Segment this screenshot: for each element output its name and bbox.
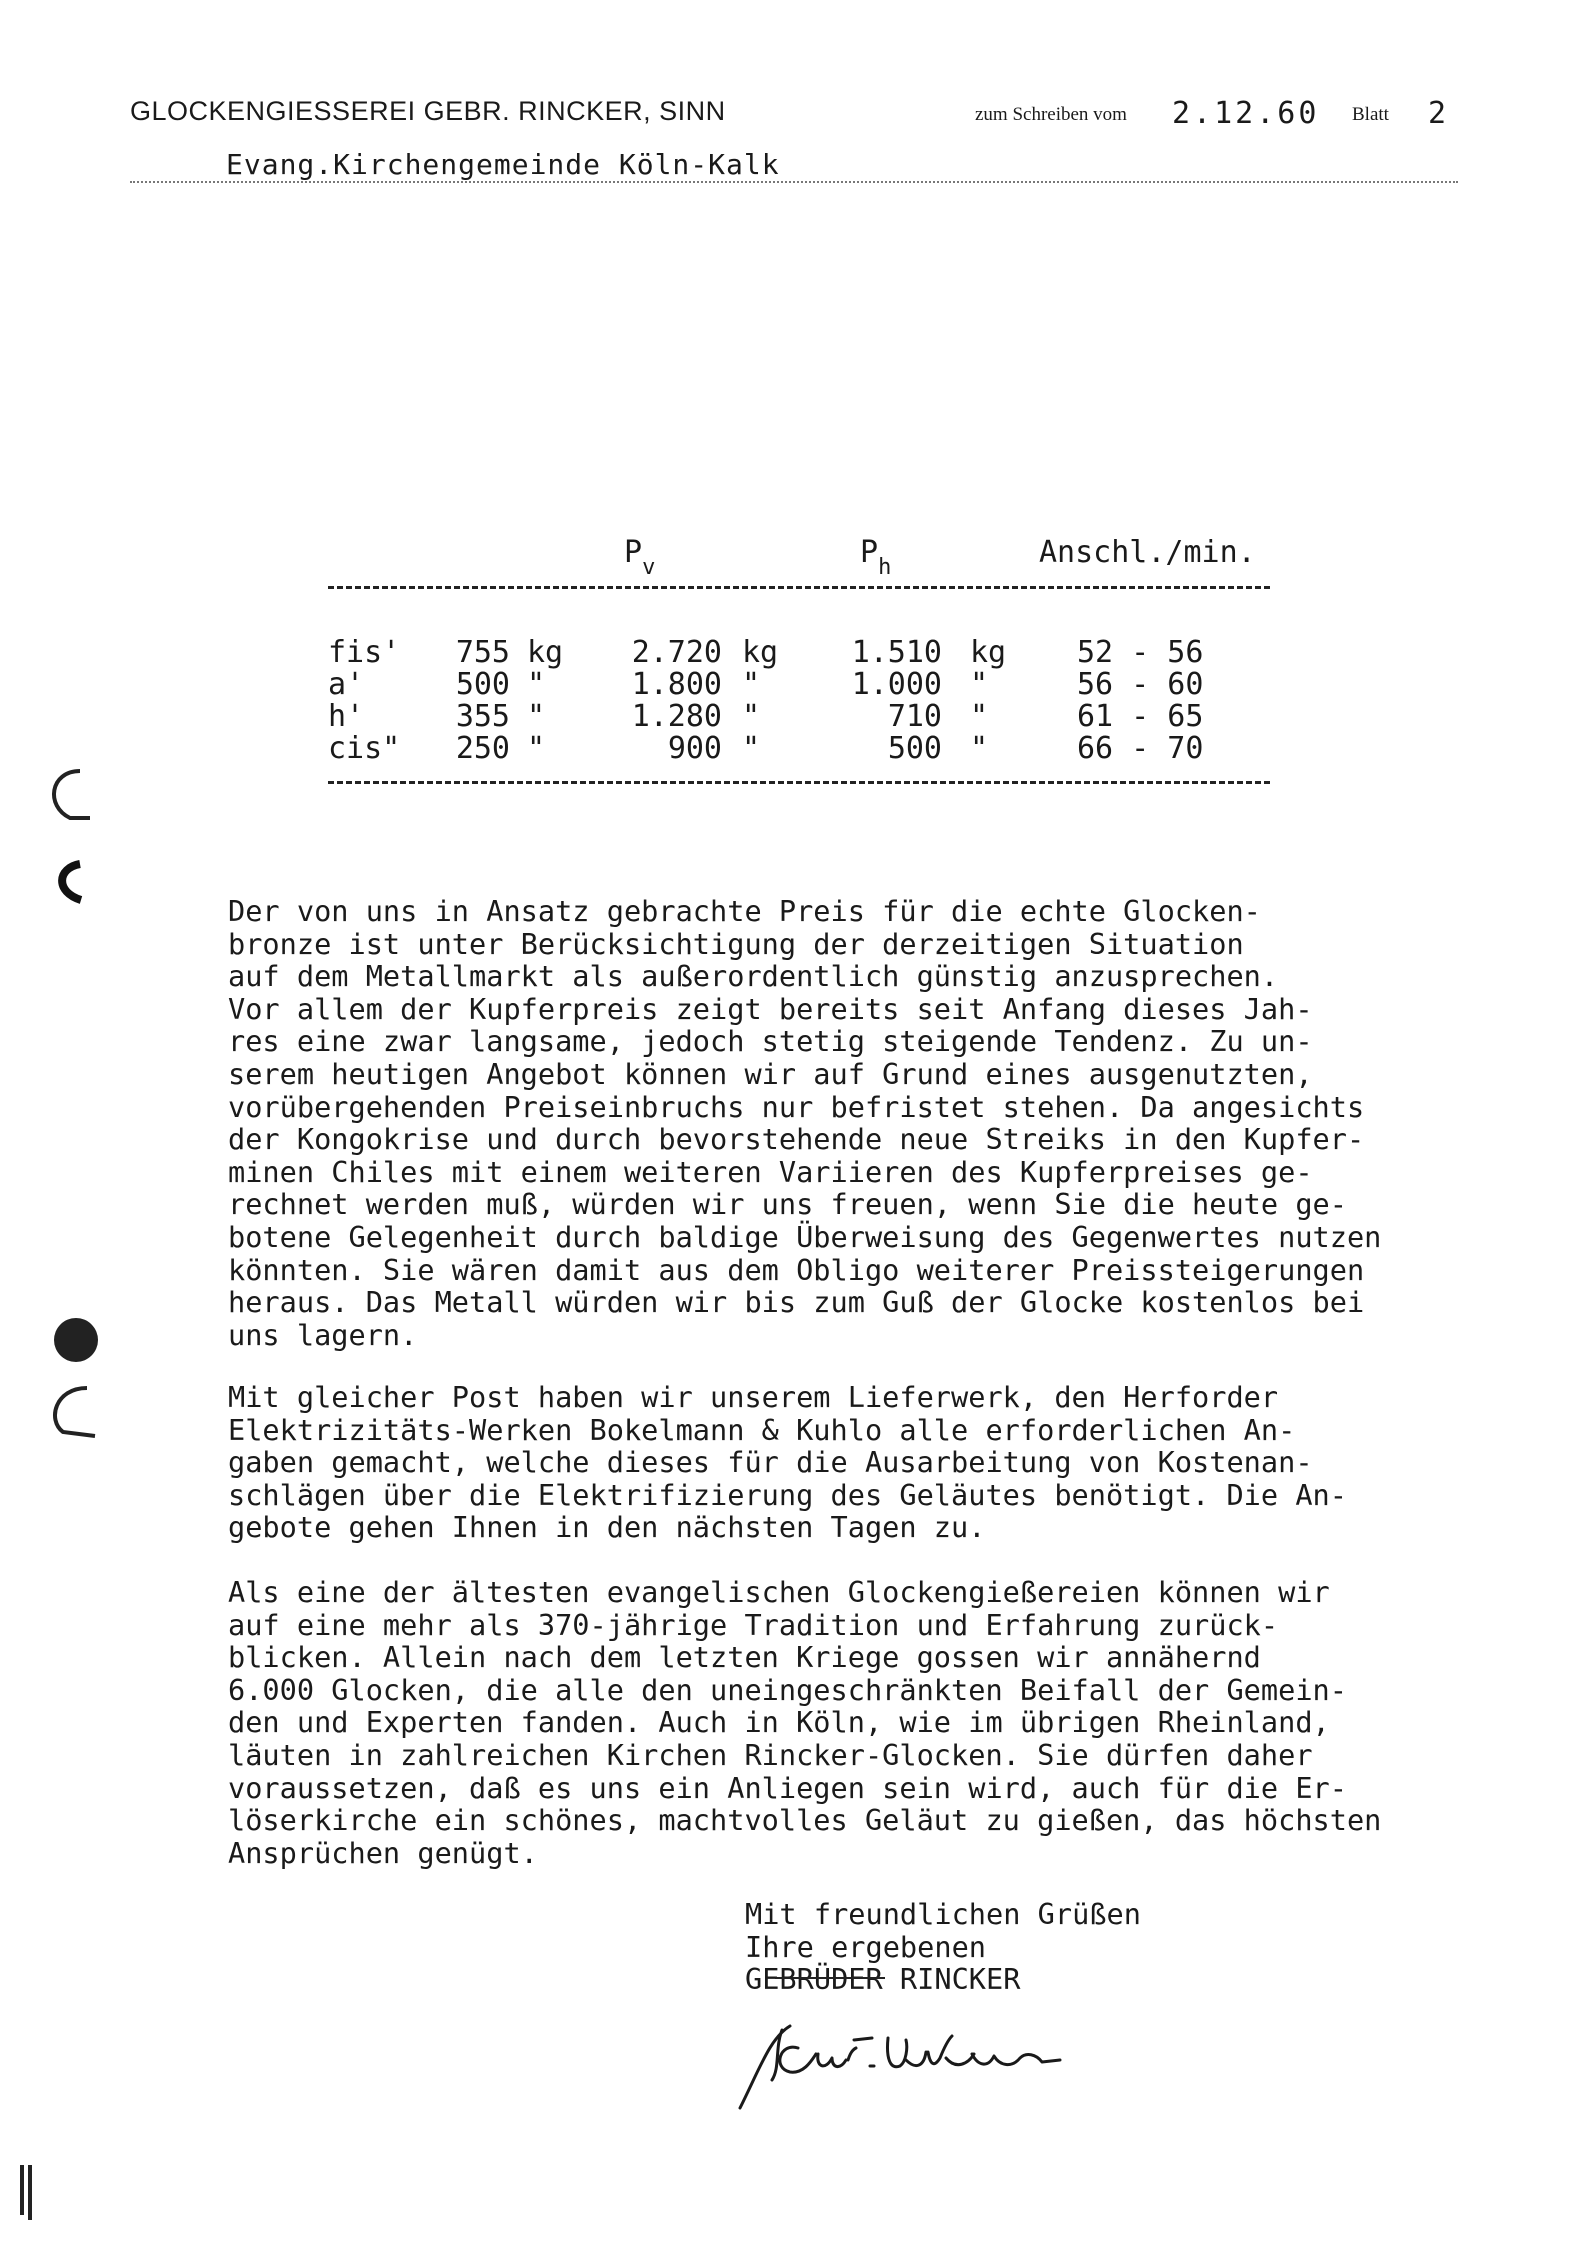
table-cell-ph: 500 (887, 731, 942, 766)
table-cell-pv: 900 (667, 731, 722, 766)
table-cell-ph-unit: " (970, 731, 989, 766)
text-line: Mit gleicher Post haben wir unserem Lieferwerk, den Herforder (228, 1380, 1279, 1414)
table-cell-pv-unit: " (742, 731, 761, 766)
text-line: Vor allem der Kupferpreis zeigt bereits seit Anfang dieses Jah- (228, 991, 1313, 1026)
letterhead-company: GLOCKENGIESSEREI GEBR. RINCKER, SINN (130, 96, 726, 126)
table-cell-ph-unit: " (970, 667, 989, 702)
text-line: minen Chiles mit einem weiteren Variieren des Kupferpreises ge- (228, 1154, 1313, 1189)
handwritten-signature (720, 2008, 1140, 2118)
table-cell-rate: 61 - 65 (1077, 699, 1204, 734)
table-cell-tone: h' (328, 699, 365, 734)
table-cell-tone: fis' (328, 635, 401, 670)
closing-block (745, 1898, 1141, 1996)
table-cell-ph: 710 (887, 699, 942, 734)
text-line: Als eine der ältesten evangelischen Glockengießereien können wir (228, 1575, 1330, 1609)
closing-greeting: Mit freundlichen Grüßen (745, 1897, 1141, 1931)
text-line: auf eine mehr als 370-jährige Tradition und Erfahrung zurück- (228, 1607, 1279, 1642)
table-cell-tone: a' (328, 667, 365, 702)
sheet-label: Blatt (1352, 104, 1389, 125)
paragraph-tradition (228, 1576, 1548, 1869)
text-line: auf dem Metallmarkt als außerordentlich günstig anzusprechen. (228, 959, 1279, 994)
table-cell-pv-unit: kg (742, 635, 779, 670)
table-bottom-divider (328, 781, 1270, 784)
table-cell-weight: 755 (455, 635, 510, 670)
table-cell-ph: 1.000 (851, 667, 942, 702)
text-line: botene Gelegenheit durch baldige Überweisung des Gegenwertes nutzen (228, 1219, 1382, 1254)
text-line: res eine zwar langsame, jedoch stetig steigende Tendenz. Zu un- (228, 1024, 1313, 1059)
table-cell-ph-unit: " (970, 699, 989, 734)
header-rate: Anschl./min. (1039, 535, 1256, 570)
text-line: serem heutigen Angebot können wir auf Grund eines ausgenutzten, (228, 1056, 1313, 1091)
text-line: rechnet werden muß, würden wir uns freuen, wenn Sie die heute ge- (228, 1187, 1347, 1222)
table-cell-rate: 66 - 70 (1077, 731, 1204, 766)
text-line: schlägen über die Elektrifizierung des Geläutes benötigt. Die An- (228, 1477, 1347, 1512)
text-line: läuten in zahlreichen Kirchen Rincker-Glocken. Sie dürfen daher (228, 1737, 1313, 1772)
text-line: Der von uns in Ansatz gebrachte Preis für die echte Glocken- (228, 894, 1261, 928)
table-cell-ph-unit: kg (970, 635, 1007, 670)
text-line: den und Experten fanden. Auch in Köln, wie im übrigen Rheinland, (228, 1705, 1330, 1740)
table-cell-weight-unit: kg (527, 635, 564, 670)
reference-label: zum Schreiben vom (975, 104, 1127, 125)
closing-regards: Ihre ergebenen (745, 1929, 987, 1964)
text-line: blicken. Allein nach dem letzten Kriege gossen wir annähernd (228, 1640, 1261, 1675)
text-line: heraus. Das Metall würden wir bis zum Guß der Glocke kostenlos bei (228, 1285, 1365, 1320)
text-line: löserkirche ein schönes, machtvolles Geläut zu gießen, das höchsten (228, 1803, 1382, 1838)
table-cell-weight: 500 (455, 667, 510, 702)
table-cell-weight-unit: " (527, 699, 546, 734)
text-line: gaben gemacht, welche dieses für die Ausarbeitung von Kostenan- (228, 1445, 1313, 1480)
text-line: der Kongokrise und durch bevorstehende neue Streiks in den Kupfer- (228, 1122, 1365, 1157)
table-cell-tone: cis" (328, 731, 401, 766)
table-cell-pv-unit: " (742, 667, 761, 702)
table-cell-rate: 56 - 60 (1077, 667, 1204, 702)
table-cell-pv: 2.720 (631, 635, 722, 670)
recipient: Evang.Kirchengemeinde Köln-Kalk (226, 148, 780, 181)
table-cell-weight: 355 (455, 699, 510, 734)
bell-table (0, 0, 1587, 800)
text-line: könnten. Sie wären damit aus dem Obligo weiterer Preissteigerungen (228, 1252, 1365, 1287)
text-line: Ansprüchen genügt. (228, 1835, 538, 1870)
punch-hole-mark (35, 1380, 105, 1450)
paragraph-electrification (228, 1381, 1548, 1544)
closing-firm: GEBRÜDER RINCKER (745, 1962, 1021, 1997)
reference-date: 2.12.60 (1172, 96, 1320, 131)
edge-mark (12, 2160, 42, 2230)
table-cell-pv-unit: " (742, 699, 761, 734)
text-line: bronze ist unter Berücksichtigung der derzeitigen Situation (228, 926, 1244, 961)
text-line: vorübergehenden Preiseinbruchs nur befristet stehen. Da angesichts (228, 1089, 1365, 1124)
header-ph: $P_h$ (860, 535, 892, 580)
table-cell-weight: 250 (455, 731, 510, 766)
table-cell-weight-unit: " (527, 731, 546, 766)
table-cell-pv: 1.800 (631, 667, 722, 702)
text-line: voraussetzen, daß es uns ein Anliegen sein wird, auch für die Er- (228, 1770, 1347, 1805)
table-cell-ph: 1.510 (851, 635, 942, 670)
punch-hole-mark (45, 858, 95, 908)
text-line: 6.000 Glocken, die alle den uneingeschränkten Beifall der Gemein- (228, 1672, 1347, 1707)
punch-hole-mark (42, 1310, 102, 1370)
paragraph-metal-price (228, 895, 1548, 1351)
table-cell-weight-unit: " (527, 667, 546, 702)
table-cell-pv: 1.280 (631, 699, 722, 734)
text-line: gebote gehen Ihnen in den nächsten Tagen zu. (228, 1510, 986, 1545)
text-line: Elektrizitäts-Werken Bokelmann & Kuhlo alle erforderlichen An- (228, 1412, 1296, 1447)
sheet-number: 2 (1428, 96, 1447, 131)
text-line: uns lagern. (228, 1317, 418, 1352)
table-top-divider (328, 586, 1270, 589)
table-cell-rate: 52 - 56 (1077, 635, 1204, 670)
header-pv: $P_v$ (624, 535, 656, 580)
punch-hole-mark (40, 766, 100, 826)
